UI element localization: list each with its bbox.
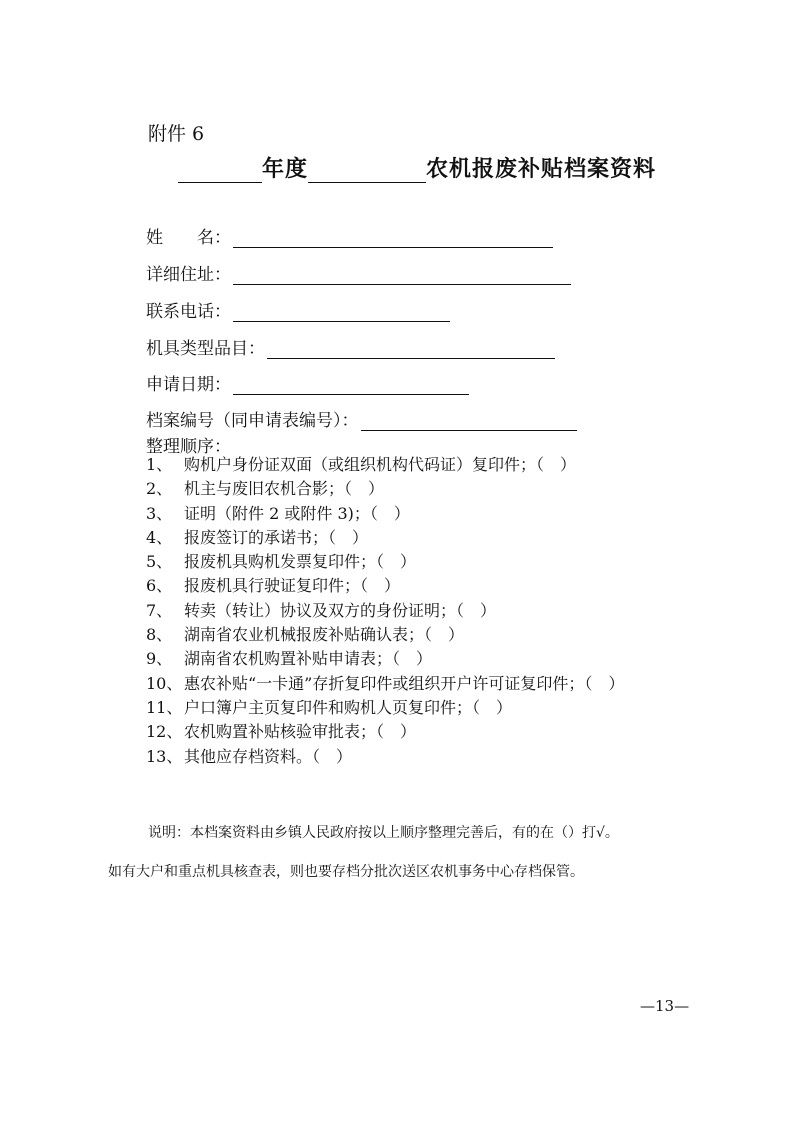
field-archive-number-line	[361, 412, 577, 431]
field-machine-type	[146, 334, 555, 359]
field-phone-line	[233, 303, 450, 322]
year-blank	[178, 160, 262, 183]
field-address-line	[233, 266, 571, 285]
field-apply-date-label: 申请日期：	[146, 375, 231, 395]
field-archive-number	[146, 406, 577, 431]
field-apply-date-line	[233, 376, 469, 395]
title-part-1: 年度	[262, 157, 309, 182]
list-item: 12、 农机购置补贴核验审批表；（ ）	[146, 722, 417, 742]
list-item: 6、 报废机具行驶证复印件；（ ）	[146, 576, 401, 596]
field-name-label: 姓 名：	[146, 228, 231, 248]
list-item: 13、 其他应存档资料。（ ）	[146, 746, 353, 766]
field-phone-label: 联系电话：	[146, 302, 231, 322]
field-name-line	[233, 229, 553, 248]
page-number: —13—	[640, 997, 690, 1015]
field-name	[146, 223, 553, 248]
list-item: 2、 机主与废旧农机合影；（ ）	[146, 479, 385, 499]
checklist	[146, 453, 624, 769]
list-item: 5、 报废机具购机发票复印件；（ ）	[146, 552, 417, 572]
note-line-2: 如有大户和重点机具核查表，则也要存档分批次送区农机事务中心存档保管。	[108, 864, 584, 880]
county-blank	[308, 160, 426, 183]
list-item: 8、 湖南省农业机械报废补贴确认表；（ ）	[146, 625, 465, 645]
title-part-2: 农机报废补贴档案资料	[426, 157, 657, 182]
field-phone	[146, 297, 450, 322]
list-item: 7、 转卖（转让）协议及双方的身份证明；（ ）	[146, 600, 497, 620]
document-title	[178, 152, 656, 183]
field-machine-type-label: 机具类型品目：	[146, 339, 265, 359]
list-item: 9、 湖南省农机购置补贴申请表；（ ）	[146, 649, 433, 669]
attachment-label: 附件 6	[148, 123, 205, 145]
list-item: 10、 惠农补贴“一卡通”存折复印件或组织开户许可证复印件；（ ）	[146, 673, 625, 693]
note-line-1: 说明：本档案资料由乡镇人民政府按以上顺序整理完善后，有的在（）打√。	[148, 825, 619, 841]
field-archive-number-label: 档案编号（同申请表编号）：	[146, 411, 359, 431]
field-address	[146, 260, 571, 285]
list-item: 4、 报废签订的承诺书；（ ）	[146, 527, 369, 547]
field-address-label: 详细住址：	[146, 265, 231, 285]
list-item: 11、 户口簿户主页复印件和购机人页复印件；（ ）	[146, 697, 513, 717]
field-apply-date	[146, 370, 469, 395]
order-title: 整理顺序：	[146, 437, 231, 457]
list-item: 3、 证明（附件 2 或附件 3)；（ ）	[146, 503, 410, 523]
field-machine-type-line	[267, 340, 555, 359]
list-item: 1、 购机户身份证双面（或组织机构代码证）复印件；（ ）	[146, 455, 577, 474]
